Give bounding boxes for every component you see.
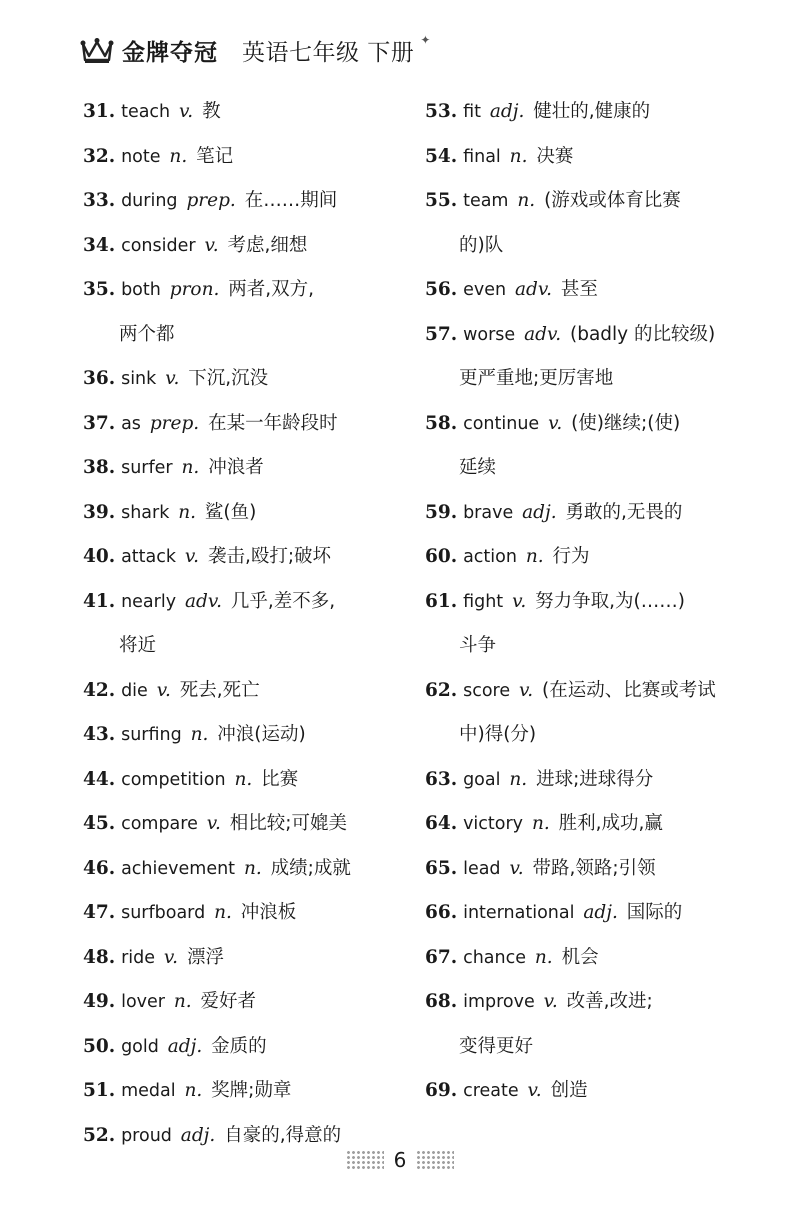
- entry-number: 62.: [425, 679, 458, 701]
- entry-number: 38.: [83, 457, 116, 478]
- entry-meaning: 考虑,细想: [227, 234, 308, 256]
- entry-number: 67.: [425, 946, 458, 968]
- vocab-entry: [83, 847, 403, 892]
- vocab-entry: [83, 669, 403, 714]
- entry-pos: n.: [169, 145, 188, 167]
- entry-pos: v.: [206, 813, 221, 834]
- left-column: [83, 90, 403, 1158]
- entry-word: medal: [121, 1081, 176, 1101]
- vocab-entry: [425, 802, 770, 847]
- entry-pos: n.: [181, 457, 200, 478]
- right-column: [425, 90, 770, 1114]
- entry-meaning: 的)队: [459, 234, 504, 256]
- dots-icon: [416, 1150, 454, 1170]
- entry-pos: v.: [163, 946, 179, 968]
- entry-meaning-continued: [425, 357, 770, 402]
- entry-number: 53.: [425, 101, 458, 122]
- vocab-entry: [425, 491, 770, 536]
- entry-meaning: 延续: [459, 457, 497, 478]
- entry-pos: n.: [234, 768, 253, 790]
- entry-number: 64.: [425, 813, 458, 834]
- entry-word: competition: [121, 769, 226, 790]
- entry-meaning: 金质的: [211, 1035, 267, 1057]
- entry-meaning: 两个都: [119, 323, 175, 345]
- entry-number: 36.: [83, 368, 116, 389]
- entry-meaning-continued: [425, 446, 770, 491]
- entry-number: 34.: [83, 234, 116, 256]
- entry-pos: v.: [527, 1080, 542, 1101]
- entry-pos: n.: [243, 857, 262, 879]
- entry-pos: v.: [512, 590, 527, 612]
- entry-meaning: 袭击,殴打;破坏: [207, 546, 332, 567]
- vocab-entry: [83, 1025, 403, 1070]
- vocab-entry: [425, 313, 770, 358]
- entry-pos: adj.: [522, 501, 557, 523]
- vocab-entry: [425, 936, 770, 981]
- entry-meaning: (游戏或体育比赛: [544, 190, 681, 211]
- entry-meaning: (badly 的比较级): [569, 323, 716, 345]
- entry-word: team: [463, 191, 509, 211]
- entry-number: 69.: [425, 1080, 458, 1101]
- entry-number: 32.: [83, 145, 116, 167]
- vocab-entry: [425, 135, 770, 180]
- entry-meaning: 将近: [119, 635, 157, 656]
- entry-pos: adv.: [184, 590, 222, 612]
- entry-pos: adv.: [524, 323, 562, 345]
- entry-word: surfer: [121, 458, 173, 478]
- vocab-entry: [425, 980, 770, 1025]
- entry-number: 50.: [83, 1035, 116, 1057]
- vocab-entry: [425, 669, 770, 714]
- page-header: [80, 30, 500, 70]
- entry-word: nearly: [121, 591, 177, 612]
- entry-meaning: 决赛: [536, 145, 574, 167]
- entry-meaning-continued: [83, 313, 403, 358]
- entry-word: victory: [463, 814, 524, 834]
- vocab-entry: [83, 758, 403, 803]
- entry-meaning: 下沉,沉没: [188, 368, 269, 389]
- entry-word: chance: [463, 947, 526, 968]
- vocab-entry: [83, 936, 403, 981]
- entry-pos: n.: [531, 813, 550, 834]
- entry-meaning: 冲浪板: [240, 902, 297, 923]
- entry-pos: prep.: [186, 190, 236, 211]
- entry-meaning: 在……期间: [244, 190, 338, 211]
- entry-meaning: 爱好者: [200, 991, 257, 1012]
- entry-number: 31.: [83, 101, 116, 122]
- entry-meaning: 鲨(鱼): [204, 501, 257, 523]
- entry-number: 68.: [425, 991, 458, 1012]
- entry-meaning: 健壮的,健康的: [533, 101, 651, 122]
- entry-pos: v.: [509, 857, 524, 879]
- entry-word: improve: [463, 992, 535, 1012]
- dots-icon: [346, 1150, 384, 1170]
- entry-number: 66.: [425, 902, 458, 923]
- entry-word: surfboard: [121, 903, 206, 923]
- vocab-entry: [425, 1069, 770, 1114]
- entry-pos: prep.: [149, 412, 200, 434]
- entry-word: score: [463, 680, 511, 701]
- entry-word: ride: [121, 947, 156, 968]
- entry-number: 37.: [83, 412, 116, 434]
- entry-number: 44.: [83, 768, 116, 790]
- entry-meaning: 进球;进球得分: [536, 768, 654, 790]
- entry-word: lover: [121, 992, 165, 1012]
- entry-pos: n.: [214, 902, 232, 923]
- entry-pos: adj.: [167, 1035, 203, 1057]
- entry-word: during: [121, 191, 178, 211]
- entry-number: 56.: [425, 279, 458, 300]
- vocab-entry: [83, 1069, 403, 1114]
- vocab-entry: [425, 268, 770, 313]
- entry-pos: v.: [548, 412, 563, 434]
- entry-word: lead: [463, 858, 501, 879]
- entry-word: fit: [463, 102, 481, 122]
- entry-meaning: (使)继续;(使): [571, 412, 681, 434]
- entry-pos: v.: [165, 368, 180, 389]
- entry-number: 63.: [425, 768, 458, 790]
- entry-meaning-continued: [425, 713, 770, 758]
- entry-word: teach: [121, 102, 171, 122]
- sparkle-icon: ✦: [420, 33, 431, 47]
- vocab-entry: [83, 446, 403, 491]
- entry-pos: adj.: [489, 101, 525, 122]
- vocab-entry: [83, 179, 403, 224]
- entry-meaning: 冲浪者: [208, 457, 264, 478]
- entry-number: 49.: [83, 991, 116, 1012]
- entry-number: 55.: [425, 190, 458, 211]
- entry-meaning: (在运动、比赛或考试: [542, 679, 716, 701]
- entry-meaning: 变得更好: [459, 1035, 534, 1057]
- entry-pos: adv.: [514, 279, 552, 300]
- entry-meaning: 创造: [550, 1080, 588, 1101]
- entry-pos: n.: [190, 724, 209, 745]
- entry-meaning: 机会: [561, 946, 599, 968]
- entry-pos: n.: [517, 190, 536, 211]
- vocab-entry: [83, 402, 403, 447]
- entry-word: die: [121, 680, 148, 701]
- vocab-entry: [83, 580, 403, 625]
- entry-number: 60.: [425, 546, 458, 567]
- entry-pos: adj.: [180, 1124, 216, 1146]
- entry-meaning: 改善,改进;: [566, 991, 653, 1012]
- entry-pos: n.: [173, 991, 192, 1012]
- vocab-entry: [83, 535, 403, 580]
- entry-word: sink: [121, 369, 157, 389]
- entry-number: 35.: [83, 279, 116, 300]
- entry-word: proud: [121, 1125, 172, 1146]
- entry-number: 41.: [83, 590, 116, 612]
- entry-word: attack: [121, 547, 177, 567]
- vocab-entry: [425, 847, 770, 892]
- entry-number: 65.: [425, 857, 458, 879]
- entry-pos: n.: [509, 768, 528, 790]
- entry-meaning: 努力争取,为(……): [535, 590, 685, 612]
- entry-meaning: 死去,死亡: [179, 679, 260, 701]
- entry-meaning: 笔记: [196, 145, 234, 167]
- entry-word: consider: [121, 235, 196, 256]
- entry-pos: n.: [509, 145, 528, 167]
- entry-number: 33.: [83, 190, 116, 211]
- entry-number: 61.: [425, 590, 458, 612]
- entry-pos: n.: [184, 1080, 203, 1101]
- entry-word: final: [463, 146, 501, 167]
- entry-meaning: 成绩;成就: [270, 857, 351, 879]
- vocab-entry: [425, 758, 770, 803]
- entry-pos: v.: [519, 679, 534, 701]
- entry-meaning: 胜利,成功,赢: [558, 813, 663, 834]
- entry-meaning: 自豪的,得意的: [224, 1124, 342, 1146]
- entry-pos: pron.: [169, 279, 220, 300]
- entry-number: 43.: [83, 724, 116, 745]
- entry-meaning: 中)得(分): [459, 724, 537, 745]
- page-number: 6: [393, 1148, 407, 1172]
- entry-meaning: 甚至: [560, 279, 598, 300]
- book-title: 英语七年级 下册: [242, 39, 415, 66]
- entry-pos: n.: [178, 501, 197, 523]
- vocab-entry: [83, 268, 403, 313]
- entry-meaning: 比赛: [261, 768, 299, 790]
- vocab-entry: [425, 90, 770, 135]
- entry-word: both: [121, 280, 161, 300]
- entry-word: as: [121, 413, 141, 434]
- vocab-entry: [83, 135, 403, 180]
- vocab-entry: [83, 224, 403, 269]
- entry-word: even: [463, 280, 507, 300]
- entry-meaning: 教: [202, 101, 221, 122]
- vocab-entry: [83, 802, 403, 847]
- entry-number: 39.: [83, 501, 116, 523]
- entry-word: surfing: [121, 725, 182, 745]
- entry-meaning: 斗争: [459, 635, 497, 656]
- entry-number: 51.: [83, 1080, 116, 1101]
- entry-number: 52.: [83, 1124, 116, 1146]
- entry-number: 59.: [425, 501, 458, 523]
- entry-number: 57.: [425, 323, 458, 345]
- brand-title: 金牌夺冠: [122, 39, 218, 66]
- entry-meaning-continued: [425, 1025, 770, 1070]
- entry-meaning: 在某一年龄段时: [208, 412, 338, 434]
- entry-meaning: 两者,双方,: [228, 279, 315, 300]
- entry-pos: n.: [525, 546, 544, 567]
- entry-word: international: [463, 903, 575, 923]
- entry-word: continue: [463, 413, 540, 434]
- entry-word: gold: [121, 1036, 159, 1057]
- entry-word: shark: [121, 502, 170, 523]
- entry-pos: adj.: [583, 902, 618, 923]
- vocab-entry: [83, 713, 403, 758]
- vocab-entry: [425, 580, 770, 625]
- entry-word: brave: [463, 502, 514, 523]
- vocab-entry: [83, 891, 403, 936]
- entry-meaning: 几乎,差不多,: [230, 590, 336, 612]
- entry-pos: v.: [184, 546, 200, 567]
- entry-word: fight: [463, 591, 504, 612]
- entry-number: 46.: [83, 857, 116, 879]
- entry-meaning: 国际的: [626, 902, 683, 923]
- entry-meaning-continued: [83, 624, 403, 669]
- vocab-entry: [425, 179, 770, 224]
- vocab-entry: [425, 891, 770, 936]
- entry-meaning: 带路,领路;引领: [532, 857, 656, 879]
- entry-meaning: 行为: [552, 546, 590, 567]
- entry-pos: v.: [204, 234, 219, 256]
- vocab-entry: [83, 90, 403, 135]
- entry-pos: n.: [534, 946, 553, 968]
- crown-icon: [80, 36, 114, 64]
- entry-meaning: 勇敢的,无畏的: [565, 501, 683, 523]
- entry-meaning: 相比较;可媲美: [229, 813, 348, 834]
- entry-meaning: 冲浪(运动): [217, 724, 306, 745]
- entry-number: 45.: [83, 813, 116, 834]
- entry-meaning-continued: [425, 224, 770, 269]
- vocab-entry: [425, 402, 770, 447]
- entry-word: note: [121, 146, 161, 167]
- entry-number: 40.: [83, 546, 116, 567]
- entry-number: 47.: [83, 902, 116, 923]
- entry-number: 58.: [425, 412, 458, 434]
- entry-pos: v.: [543, 991, 558, 1012]
- vocab-entry: [425, 535, 770, 580]
- vocab-entry: [83, 491, 403, 536]
- entry-word: achievement: [121, 858, 236, 879]
- entry-meaning: 更严重地;更厉害地: [459, 368, 614, 389]
- entry-meaning: 奖牌;勋章: [211, 1080, 292, 1101]
- page-footer: [0, 1140, 800, 1180]
- entry-number: 48.: [83, 946, 116, 968]
- entry-number: 42.: [83, 679, 116, 701]
- entry-word: goal: [463, 769, 501, 790]
- entry-meaning-continued: [425, 624, 770, 669]
- entry-pos: v.: [156, 679, 171, 701]
- entry-pos: v.: [179, 101, 194, 122]
- vocab-entry: [83, 980, 403, 1025]
- entry-word: compare: [121, 814, 198, 834]
- entry-word: create: [463, 1081, 519, 1101]
- entry-meaning: 漂浮: [186, 946, 224, 968]
- vocab-entry: [83, 357, 403, 402]
- entry-word: action: [463, 547, 517, 567]
- entry-word: worse: [463, 324, 516, 345]
- entry-number: 54.: [425, 145, 458, 167]
